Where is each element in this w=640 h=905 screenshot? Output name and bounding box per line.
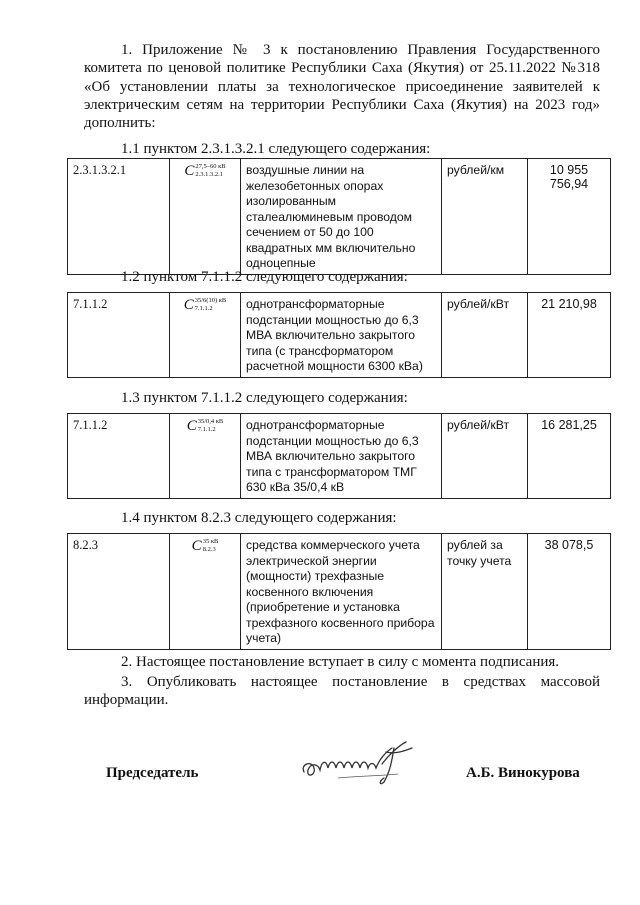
table-row bbox=[68, 293, 611, 378]
symbol-base: C bbox=[186, 418, 197, 434]
paragraph-1: 1. Приложение № 3 к постановлению Правления Государственного комитета по ценовой политике Республики Саха (Якутия) от 25.11.2022 №318 «Об установлении платы за технологическое присоединение заявителей к электрическим сетям на территории Республики Саха (Якутия) на 2023 год» дополнить: bbox=[84, 42, 600, 132]
rate-symbol bbox=[170, 414, 241, 499]
item-description: однотрансформаторные подстанции мощностью до 6,3 МВА включительно закрытого типа с трансформатором ТМГ 630 кВа 35/0,4 кВ bbox=[241, 414, 442, 499]
item-code: 2.3.1.3.2.1 bbox=[68, 159, 170, 275]
item-value: 16 281,25 bbox=[528, 414, 611, 499]
symbol-subscript: 2.3.1.3.2.1 bbox=[195, 170, 223, 178]
symbol-subscript: 8.2.3 bbox=[202, 545, 216, 553]
item-value: 38 078,5 bbox=[528, 534, 611, 650]
section-heading: 1.4 пунктом 8.2.3 следующего содержания: bbox=[121, 510, 397, 526]
symbol-superscript: 27,5–60 кВ bbox=[195, 163, 226, 170]
signatory-title: Председатель bbox=[106, 765, 199, 781]
symbol-superscript: 35/0,4 кВ bbox=[197, 418, 224, 425]
item-unit: рублей/кВт bbox=[442, 414, 528, 499]
symbol-subscript: 7.1.1.2 bbox=[197, 425, 216, 433]
table-row bbox=[68, 534, 611, 650]
symbol-superscript: 35/6(10) кВ bbox=[194, 297, 227, 304]
table-row bbox=[68, 414, 611, 499]
symbol-base: C bbox=[184, 163, 195, 179]
item-value: 10 955 756,94 bbox=[528, 159, 611, 275]
item-value: 21 210,98 bbox=[528, 293, 611, 378]
symbol-base: C bbox=[183, 297, 194, 313]
item-unit: рублей/км bbox=[442, 159, 528, 275]
rate-symbol bbox=[170, 534, 241, 650]
table-row bbox=[68, 159, 611, 275]
item-code: 7.1.1.2 bbox=[68, 293, 170, 378]
rate-table bbox=[67, 158, 611, 275]
signature-block bbox=[0, 765, 640, 799]
paragraph-3: 3. Опубликовать настоящее постановление в средствах массовой информации. bbox=[84, 674, 600, 709]
paragraph-2: 2. Настоящее постановление вступает в силу с момента подписания. bbox=[121, 654, 560, 670]
signatory-name: А.Б. Винокурова bbox=[466, 765, 580, 781]
rate-table bbox=[67, 413, 611, 499]
item-code: 8.2.3 bbox=[68, 534, 170, 650]
item-description: однотрансформаторные подстанции мощностью до 6,3 МВА включительно закрытого типа (с трансформатором расчетной мощности 6300 кВа) bbox=[241, 293, 442, 378]
section-heading: 1.3 пунктом 7.1.1.2 следующего содержания: bbox=[121, 390, 408, 406]
symbol-base: C bbox=[191, 538, 202, 554]
symbol-superscript: 35 кВ bbox=[202, 538, 219, 545]
section-heading: 1.1 пунктом 2.3.1.3.2.1 следующего содержания: bbox=[121, 141, 431, 157]
rate-symbol bbox=[170, 159, 241, 275]
rate-symbol bbox=[170, 293, 241, 378]
symbol-subscript: 7.1.1.2 bbox=[194, 304, 213, 312]
item-description: воздушные линии на железобетонных опорах изолированным сталеалюминевым проводом сечением от 50 до 100 квадратных мм включительно одноцепные bbox=[241, 159, 442, 275]
item-description: средства коммерческого учета электрической энергии (мощности) трехфазные косвенного включения (приобретение и установка трехфазного косвенного прибора учета) bbox=[241, 534, 442, 650]
item-code: 7.1.1.2 bbox=[68, 414, 170, 499]
section-heading: 1.2 пунктом 7.1.1.2 следующего содержания: bbox=[121, 269, 408, 285]
rate-table bbox=[67, 292, 611, 378]
rate-table bbox=[67, 533, 611, 650]
item-unit: рублей за точку учета bbox=[442, 534, 528, 650]
item-unit: рублей/кВт bbox=[442, 293, 528, 378]
